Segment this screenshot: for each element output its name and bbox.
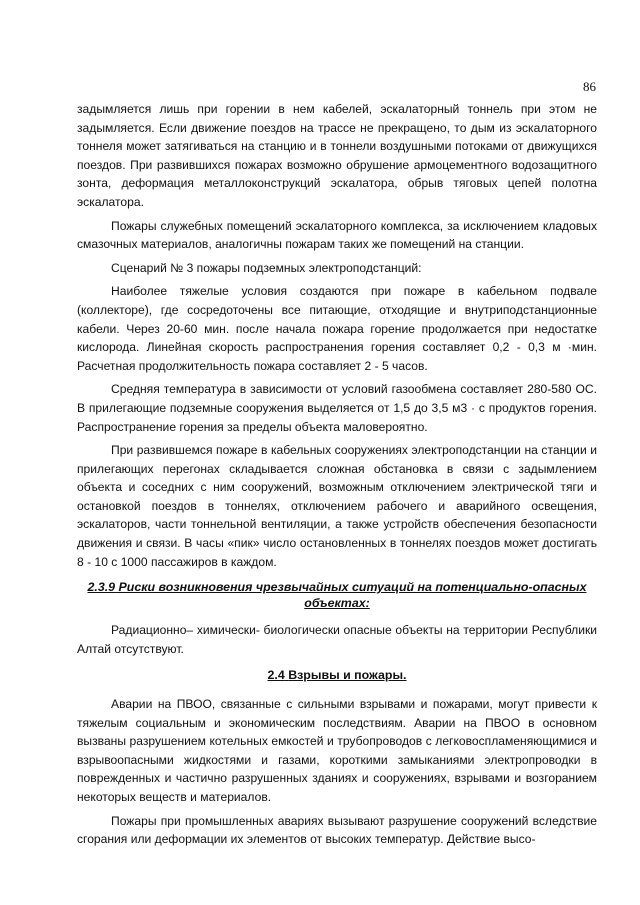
page-content: [77, 100, 597, 854]
section-title: Риски возникновения чрезвычайных ситуаций на потенциально-опасных объектах:: [118, 580, 587, 611]
paragraph-cable-basement: Наиболее тяжелые условия создаются при пожаре в кабельном подвале (коллекторе), где сосредоточены все питающие, отходящие и внутриподстанционные кабели. Через 20-60 мин. после начала пожара горение продолжается при недостатке кислорода. Линейная скорость распространения горения составляет 0,2 - 0,3 м ·мин. Расчетная продолжительность пожара составляет 2 - 5 часов.: [77, 284, 597, 373]
section-number: 2.4: [267, 668, 285, 683]
paragraph-average-temperature: Средняя температура в зависимости от условий газообмена составляет 280-580 ОС. В прилегающие подземные сооружения выделяется от 1,5 до 3,5 м3 · с продуктов горения. Распространение горения за пределы объекта маловероятно.: [77, 382, 597, 434]
paragraph-scenario-3: Сценарий № 3 пожары подземных электроподстанций:: [111, 260, 422, 275]
section-title: Взрывы и пожары.: [288, 668, 407, 683]
section-number: 2.3.9: [87, 580, 116, 595]
paragraph-escalator-smoke: задымляется лишь при горении в нем кабелей, эскалаторный тоннель при этом не задымляется. Если движение поездов на трассе не прекращено, то дым из эскалаторного тоннеля может затягиваться на станцию и в тоннели воздушными потоками от движущихся поездов. При развившихся пожарах возможно обрушение армоцементного водозащитного зонта, деформация металлоконструкций эскалатора, обрыв тяговых цепей полотна эскалатора.: [77, 102, 597, 209]
section-heading-2-3-9: [77, 579, 597, 611]
paragraph-no-hazard-objects: Радиационно– химически- биологически опасные объекты на территории Республики Алтай отсутствуют.: [77, 623, 597, 656]
paragraph-service-rooms: Пожары служебных помещений эскалаторного комплекса, за исключением кладовых смазочных материалов, аналогичны пожарам таких же помещений на станции.: [77, 218, 597, 252]
page-number: 86: [583, 79, 596, 94]
section-heading-2-4: [77, 666, 597, 685]
paragraph-developed-fire: При развившемся пожаре в кабельных сооружениях электроподстанции на станции и прилегающих перегонах складывается сложная обстановка в связи с задымлением объекта и соседних с ним сооружений, возможным отключением электрической тяги и остановкой поездов в тоннелях, отключением рабочего и аварийного освещения, эскалаторов, части тоннельной вентиляции, а также устройств обеспечения безопасности движения и связи. В часы «пик» число остановленных в тоннелях поездов может достигать 8 - 10 с 1000 пассажиров в каждом.: [77, 443, 597, 569]
paragraph-pvoo-accidents: Аварии на ПВОО, связанные с сильными взрывами и пожарами, могут привести к тяжелым социальным и экономическим последствиям. Аварии на ПВОО в основном вызваны разрушением котельных емкостей и трубопроводов с легковоспламеняющимися и взрывоопасными жидкостями и газами, короткими замыканиями электропроводки в поврежденных и частично разрушенных зданиях и сооружениях, взрывами и возгоранием некоторых веществ и материалов.: [77, 697, 597, 804]
paragraph-industrial-fires: Пожары при промышленных авариях вызывают разрушение сооружений вследствие сгорания или деформации их элементов от высоких температур. Действие высо-: [77, 813, 597, 847]
